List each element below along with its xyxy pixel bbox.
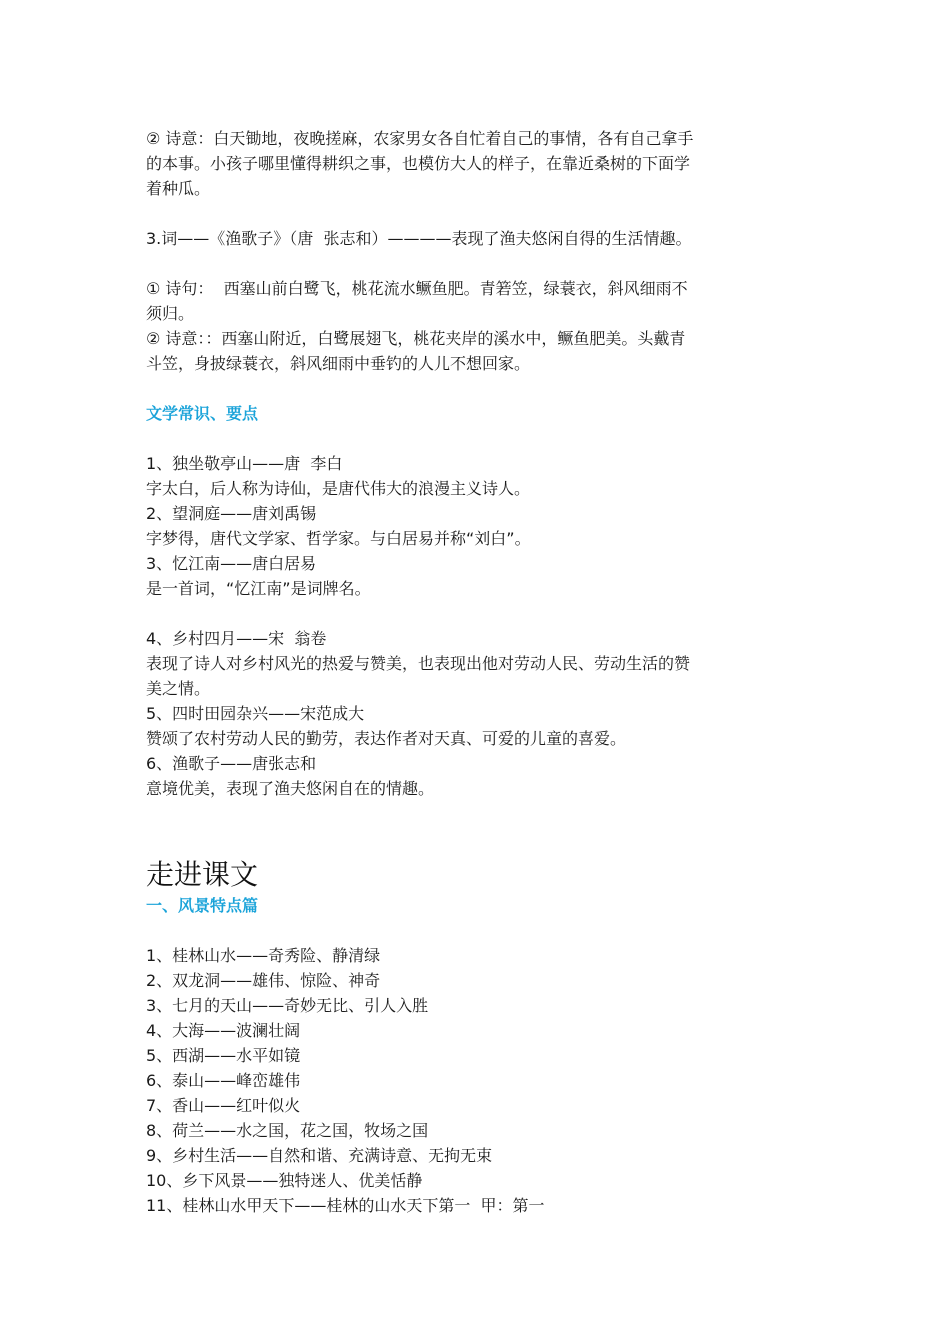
literature-group-1 xyxy=(146,451,806,601)
text-line: ① 诗句： 西塞山前白鹭飞，桃花流水鳜鱼肥。青箬笠，绿蓑衣，斜风细雨不 xyxy=(146,279,688,298)
spacer xyxy=(146,251,806,276)
block1-meaning xyxy=(146,126,806,201)
text-line: 4、乡村四月——宋 翁卷 xyxy=(146,629,327,648)
document-page xyxy=(146,126,806,1218)
list-item: 11、桂林山水甲天下——桂林的山水天下第一 甲：第一 xyxy=(146,1196,545,1215)
page-section-title: 走进课文 xyxy=(146,858,259,891)
text-line: 美之情。 xyxy=(146,679,211,698)
block2-poem xyxy=(146,276,806,376)
spacer xyxy=(146,601,806,626)
section-subheading: 一、风景特点篇 xyxy=(146,896,259,915)
text-line: 表现了诗人对乡村风光的热爱与赞美，也表现出他对劳动人民、劳动生活的赞 xyxy=(146,654,691,673)
scenery-list xyxy=(146,943,806,1218)
section-heading-literature: 文学常识、要点 xyxy=(146,404,259,423)
text-line: 的本事。小孩子哪里懂得耕织之事，也模仿大人的样子，在靠近桑树的下面学 xyxy=(146,154,691,173)
text-line: 是一首词，“忆江南”是词牌名。 xyxy=(146,579,371,598)
list-item: 10、乡下风景——独特迷人、优美恬静 xyxy=(146,1171,423,1190)
spacer xyxy=(146,376,806,401)
list-item: 2、双龙洞——雄伟、惊险、神奇 xyxy=(146,971,381,990)
text-line: 3、忆江南——唐白居易 xyxy=(146,554,317,573)
text-line: 字梦得，唐代文学家、哲学家。与白居易并称“刘白”。 xyxy=(146,529,531,548)
text-line: 字太白，后人称为诗仙，是唐代伟大的浪漫主义诗人。 xyxy=(146,479,531,498)
text-line: ② 诗意：：西塞山附近，白鹭展翅飞，桃花夹岸的溪水中，鳜鱼肥美。头戴青 xyxy=(146,329,686,348)
text-line: 赞颂了农村劳动人民的勤劳，表达作者对天真、可爱的儿童的喜爱。 xyxy=(146,729,627,748)
text-line: 斗笠，身披绿蓑衣，斜风细雨中垂钓的人儿不想回家。 xyxy=(146,354,531,373)
list-item: 8、荷兰——水之国，花之国，牧场之国 xyxy=(146,1121,429,1140)
list-item: 4、大海——波澜壮阔 xyxy=(146,1021,301,1040)
spacer xyxy=(146,918,806,943)
poem-title: 3.词——《渔歌子》（唐 张志和）————表现了渔夫悠闲自得的生活情趣。 xyxy=(146,229,692,248)
list-item: 5、西湖——水平如镜 xyxy=(146,1046,301,1065)
text-line: 2、望洞庭——唐刘禹锡 xyxy=(146,504,317,523)
spacer xyxy=(146,201,806,226)
text-line: 须归。 xyxy=(146,304,195,323)
list-item: 1、桂林山水——奇秀险、静清绿 xyxy=(146,946,381,965)
list-item: 7、香山——红叶似火 xyxy=(146,1096,301,1115)
list-item: 3、七月的天山——奇妙无比、引人入胜 xyxy=(146,996,429,1015)
text-line: 1、独坐敬亭山——唐 李白 xyxy=(146,454,343,473)
text-line: 着种瓜。 xyxy=(146,179,211,198)
literature-group-2 xyxy=(146,626,806,801)
text-line: ② 诗意：白天锄地，夜晚搓麻，农家男女各自忙着自己的事情，各有自己拿手 xyxy=(146,129,694,148)
list-item: 9、乡村生活——自然和谐、充满诗意、无拘无束 xyxy=(146,1146,493,1165)
text-line: 6、渔歌子——唐张志和 xyxy=(146,754,317,773)
spacer xyxy=(146,801,806,857)
text-line: 5、四时田园杂兴——宋范成大 xyxy=(146,704,365,723)
text-line: 意境优美，表现了渔夫悠闲自在的情趣。 xyxy=(146,779,435,798)
spacer xyxy=(146,426,806,451)
list-item: 6、泰山——峰峦雄伟 xyxy=(146,1071,301,1090)
